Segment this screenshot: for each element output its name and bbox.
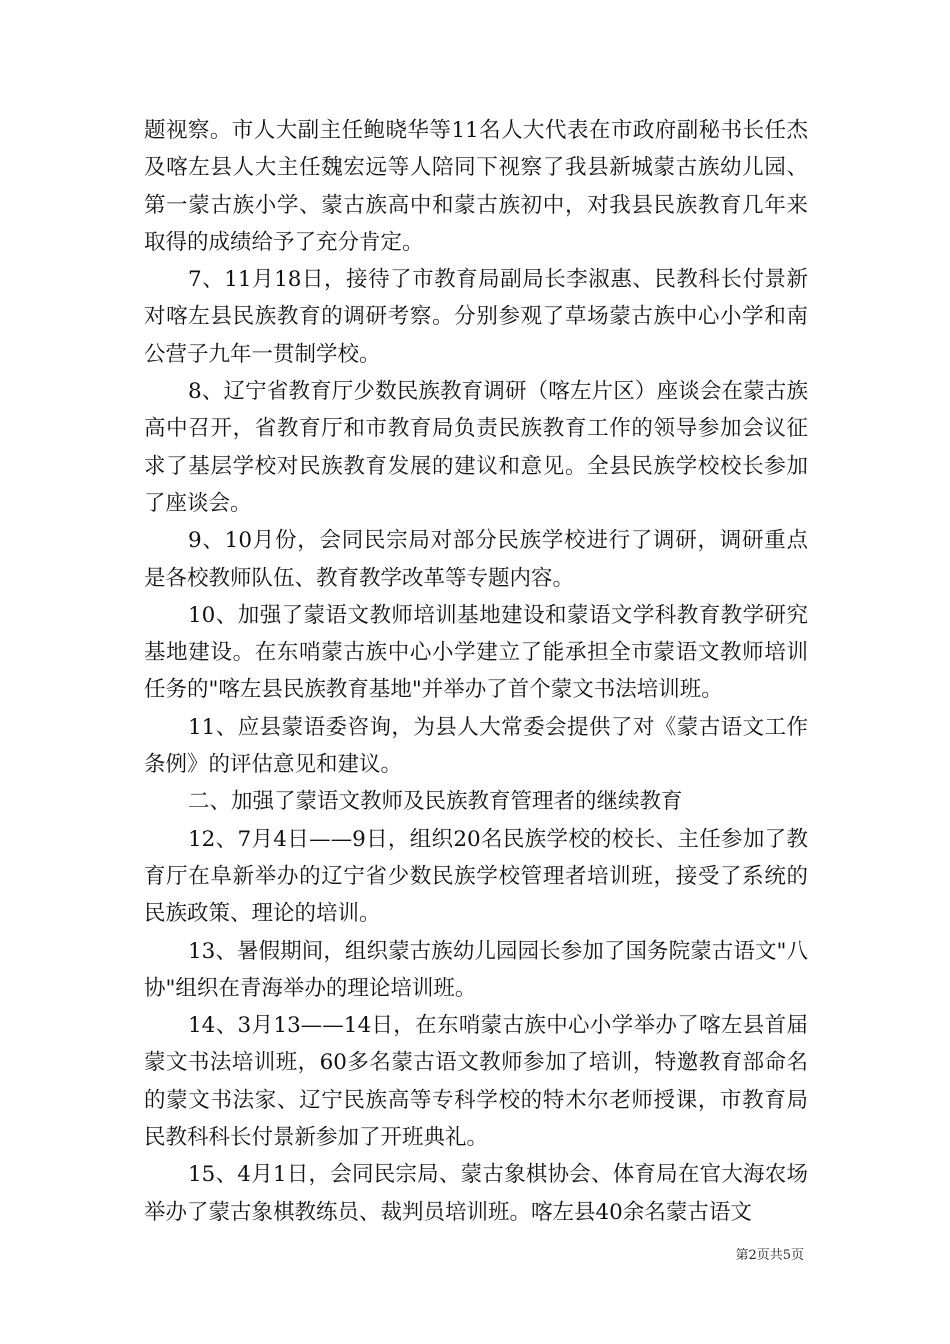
paragraph-item-9: 9、10月份，会同民宗局对部分民族学校进行了调研，调研重点是各校教师队伍、教育教学改革等专题内容。	[144, 528, 808, 591]
paragraph-item-12: 12、7月4日——9日，组织20名民族学校的校长、主任参加了教育厅在阜新举办的辽宁省少数民族学校管理者培训班，接受了系统的民族政策、理论的培训。	[144, 826, 808, 927]
paragraph-continued-inspection: 题视察。市人大副主任鲍晓华等11名人大代表在市政府副秘书长任杰及喀左县人大主任魏宏远等人陪同下视察了我县新城蒙古族幼儿园、第一蒙古族小学、蒙古族高中和蒙古族初中，对我县民族教育几年来取得的成绩给予了充分肯定。	[144, 118, 808, 255]
paragraph-item-7: 7、11月18日，接待了市教育局副局长李淑惠、民教科长付景新对喀左县民族教育的调研考察。分别参观了草场蒙古族中心小学和南公营子九年一贯制学校。	[144, 267, 808, 367]
page-number: 第2页共5页	[735, 1248, 804, 1263]
paragraph-item-13: 13、暑假期间，组织蒙古族幼儿园园长参加了国务院蒙古语文"八协"组织在青海举办的理论培训班。	[144, 938, 808, 1001]
paragraph-item-15: 15、4月1日，会同民宗局、蒙古象棋协会、体育局在官大海农场举办了蒙古象棋教练员、裁判员培训班。喀左县40余名蒙古语文	[144, 1162, 808, 1225]
paragraph-item-8: 8、辽宁省教育厅少数民族教育调研（喀左片区）座谈会在蒙古族高中召开，省教育厅和市教育局负责民族教育工作的领导参加会议征求了基层学校对民族教育发展的建议和意见。全县民族学校校长参加了座谈会。	[144, 379, 808, 516]
paragraph-item-10: 10、加强了蒙语文教师培训基地建设和蒙语文学科教育教学研究基地建设。在东哨蒙古族中心小学建立了能承担全市蒙语文教师培训任务的"喀左县民族教育基地"并举办了首个蒙文书法培训班。	[144, 602, 808, 703]
document-body	[144, 112, 808, 1231]
paragraph-item-14: 14、3月13——14日，在东哨蒙古族中心小学举办了喀左县首届蒙文书法培训班，60多名蒙古语文教师参加了培训，特邀教育部命名的蒙文书法家、辽宁民族高等专科学校的特木尔老师授课，市教育局民教科科长付景新参加了开班典礼。	[144, 1013, 808, 1151]
paragraph-item-11: 11、应县蒙语委咨询，为县人大常委会提供了对《蒙古语文工作条例》的评估意见和建议。	[144, 714, 808, 778]
section-heading-two: 二、加强了蒙语文教师及民族教育管理者的继续教育	[188, 789, 683, 815]
